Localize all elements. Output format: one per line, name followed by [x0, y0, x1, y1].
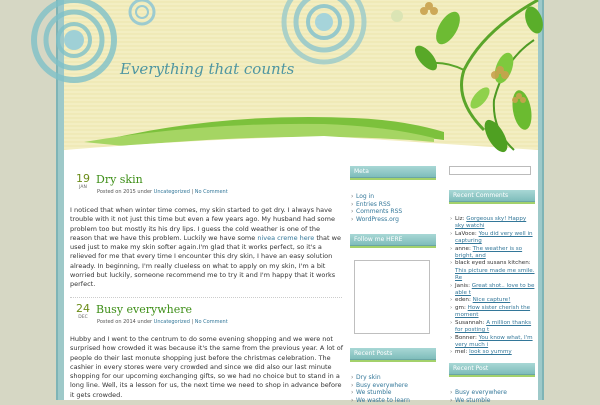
comment-link[interactable]: Nice capture!: [472, 297, 511, 304]
recent-post-link[interactable]: We waste to learn: [356, 397, 410, 405]
post-category-link[interactable]: Uncategorized: [153, 319, 190, 325]
search-input[interactable]: [449, 166, 531, 175]
list-item[interactable]: [350, 382, 436, 390]
comment-link[interactable]: Great shot.. love to be able t: [455, 282, 535, 297]
comment-link[interactable]: How sister cherish the moment: [455, 304, 531, 319]
post-body-link[interactable]: nivea creme here: [257, 233, 315, 242]
page-frame: [56, 0, 544, 405]
list-item[interactable]: [350, 389, 436, 397]
post-meta-posted: Posted on 2014 under: [97, 319, 153, 325]
meta-link-wordpress[interactable]: WordPress.org: [356, 216, 399, 224]
recent-post-link[interactable]: Busy everywhere: [455, 389, 507, 396]
meta-link-comments-rss[interactable]: Comments RSS: [356, 208, 403, 216]
list-item[interactable]: [350, 193, 436, 201]
post-date: [70, 303, 96, 320]
comment-author: anne: [455, 245, 469, 252]
post-date-month: JAN: [79, 185, 87, 190]
list-item: › anne: The weather is so bright, and: [449, 246, 535, 261]
post-meta: [97, 189, 228, 195]
list-item[interactable]: [350, 201, 436, 209]
post-meta-separator: |: [189, 189, 195, 195]
comment-link[interactable]: Gorgeous sky! Happy sky watchi: [455, 216, 527, 230]
widget-title: Meta: [350, 166, 436, 178]
follow-widget-box[interactable]: [354, 260, 430, 334]
comment-author: Bonner: [455, 334, 475, 341]
header-artwork: [64, 0, 538, 165]
list-item: › mel: look so yummy: [449, 349, 535, 356]
post-date-day: 19: [76, 172, 90, 185]
list-item[interactable]: [350, 208, 436, 216]
list-item[interactable]: [350, 216, 436, 224]
list-item: › Liz: Gorgeous sky! Happy sky watchi: [449, 216, 535, 231]
list-item[interactable]: [449, 397, 535, 405]
post-date: [70, 173, 96, 190]
recent-post-link[interactable]: Busy everywhere: [356, 381, 408, 389]
comment-link[interactable]: The weather is so bright, and: [455, 245, 523, 260]
post-meta-separator: |: [189, 319, 195, 325]
list-item: › LaVoce: You did very well in capturing: [449, 231, 535, 246]
widget-recent-comments: [449, 190, 535, 357]
widget-recent-post: [449, 363, 535, 404]
meta-link-entries-rss[interactable]: Entries RSS: [356, 200, 391, 208]
comment-author: Liz: [455, 216, 463, 222]
comment-author: mel: [455, 349, 466, 356]
post-comments-link[interactable]: No Comment: [194, 319, 228, 325]
post-divider: [70, 297, 342, 298]
list-item[interactable]: [449, 389, 535, 397]
page-content: [64, 0, 538, 405]
recent-post-link[interactable]: We stumble: [455, 396, 491, 404]
sidebar-middle: [350, 166, 436, 224]
comment-author: Janis: [455, 282, 469, 289]
site-title[interactable]: Everything that counts: [120, 60, 295, 78]
post-title[interactable]: Busy everywhere: [96, 303, 193, 316]
post-meta: [97, 319, 228, 325]
list-item: › Susannah: A million thanks for posting t: [449, 320, 535, 335]
recent-comments-list: [449, 216, 535, 357]
widget-meta: [350, 166, 436, 224]
list-item: › eden: Nice capture!: [449, 297, 535, 304]
recent-post-link[interactable]: Dry skin: [356, 374, 381, 381]
widget-title: Recent Comments: [449, 190, 535, 202]
widget-title: Follow me HERE: [350, 234, 436, 246]
post-title[interactable]: Dry skin: [96, 173, 143, 186]
recent-post-list: [449, 389, 535, 404]
post-date-month: DEC: [78, 315, 88, 320]
post-body: Hubby and I went to the centrum to do some evening shopping and we were not surprised how crowded it was because it's the same from the previous year. A lot of people do their last monute shopping just before the christmas celebration. The cashier in every stores were very crowded and since we did also our last minute shopping for our upcoming exchanging gifts, so we had no choice but to stand in a long line. Well, its a lesson for us, the next time we need to shop in advance before it gets crowded.: [70, 335, 344, 399]
widget-follow: [350, 234, 436, 246]
widget-recent-posts: [350, 348, 436, 405]
meta-link-login[interactable]: Log in: [356, 193, 375, 200]
comment-author: gm: [455, 304, 464, 311]
recent-post-link[interactable]: We stumble: [356, 389, 392, 397]
site-header: [64, 0, 538, 165]
comment-author: Susannah: [455, 319, 483, 326]
post-meta-posted: Posted on 2015 under: [97, 189, 153, 195]
list-item[interactable]: [350, 374, 436, 382]
post-comments-link[interactable]: No Comment: [194, 189, 228, 195]
recent-posts-list: [350, 374, 436, 405]
comment-link[interactable]: A million thanks for posting t: [455, 319, 532, 334]
post-date-day: 24: [76, 302, 90, 315]
widget-title: Recent Post: [449, 363, 535, 375]
post-category-link[interactable]: Uncategorized: [153, 189, 190, 195]
list-item: › black eyed susans kitchen: This picture made me smile. Re: [449, 260, 535, 282]
comment-link[interactable]: You did very well in capturing: [455, 230, 533, 245]
meta-list: [350, 193, 436, 224]
post-body-text-rest: that we used just to make my skin softer again.I'm glad that it works perfect, so it's a relieved for me that every time I encounter this dry skin, I have an easy solution already. In beginning, I'm really clueless on what to apply on my skin, I'm a bit worried but luckily, someone recommend me to try it and I'm happy that it works perfect.: [70, 233, 341, 289]
comment-author: LaVoce: [455, 230, 475, 237]
comment-link[interactable]: You know what, I'm very much i: [455, 334, 533, 348]
list-item: › Bonner: You know what, I'm very much i: [449, 335, 535, 350]
post-body: [70, 206, 344, 290]
comment-author: eden: [455, 297, 469, 304]
comment-link[interactable]: This picture made me smile. Re: [455, 267, 535, 282]
widget-title: Recent Posts: [350, 348, 436, 360]
list-item[interactable]: [350, 397, 436, 405]
list-item: › Janis: Great shot.. love to be able t: [449, 283, 535, 298]
comment-author: black eyed susans kitchen: [455, 260, 529, 267]
post-body-text: I noticed that when winter time comes, my skin started to get dry. I always have trouble with it not just this time but even a few years ago. My husband had some problem too but mostly its his dry lips. I guess the cold weather is one of the reason that we have this problem. Luckily we have some: [70, 206, 335, 242]
list-item: › gm: How sister cherish the moment: [449, 305, 535, 320]
comment-link[interactable]: look so yummy: [469, 349, 512, 356]
